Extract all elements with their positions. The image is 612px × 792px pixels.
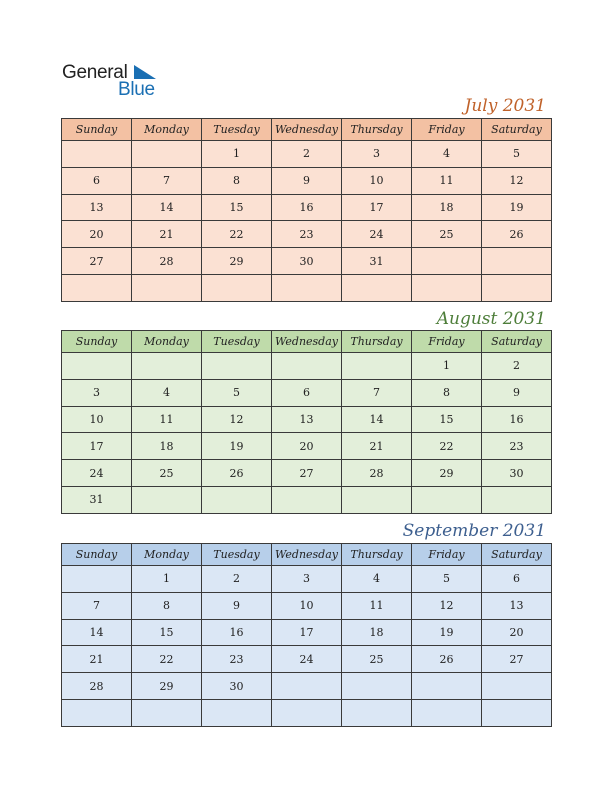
day-cell: 7 <box>62 592 132 619</box>
weekday-header-row <box>62 544 552 566</box>
day-cell: 1 <box>412 353 482 380</box>
day-cell <box>482 673 552 700</box>
day-cell: 7 <box>342 379 412 406</box>
day-cell: 29 <box>412 460 482 487</box>
day-cell <box>132 486 202 513</box>
weekday-header: Tuesday <box>202 331 272 353</box>
day-cell <box>412 673 482 700</box>
day-cell <box>412 486 482 513</box>
day-cell: 16 <box>202 619 272 646</box>
week-row <box>62 194 552 221</box>
day-cell: 3 <box>342 141 412 168</box>
day-cell: 11 <box>342 592 412 619</box>
day-cell <box>272 673 342 700</box>
month-title-september: September 2031 <box>402 521 546 541</box>
day-cell: 19 <box>412 619 482 646</box>
logo-text-blue: Blue <box>118 79 155 100</box>
day-cell: 16 <box>272 194 342 221</box>
day-cell: 3 <box>272 566 342 593</box>
day-cell: 2 <box>202 566 272 593</box>
day-cell <box>482 699 552 726</box>
day-cell: 27 <box>272 460 342 487</box>
day-cell: 20 <box>272 433 342 460</box>
day-cell: 11 <box>132 406 202 433</box>
day-cell <box>62 141 132 168</box>
weekday-header: Monday <box>132 119 202 141</box>
day-cell: 13 <box>482 592 552 619</box>
day-cell: 23 <box>202 646 272 673</box>
day-cell: 26 <box>202 460 272 487</box>
day-cell: 10 <box>342 167 412 194</box>
day-cell <box>202 486 272 513</box>
weekday-header: Tuesday <box>202 544 272 566</box>
day-cell <box>412 248 482 275</box>
day-cell: 1 <box>202 141 272 168</box>
day-cell: 26 <box>412 646 482 673</box>
day-cell: 1 <box>132 566 202 593</box>
day-cell: 16 <box>482 406 552 433</box>
week-row <box>62 248 552 275</box>
day-cell: 20 <box>62 221 132 248</box>
week-row <box>62 274 552 301</box>
day-cell: 12 <box>202 406 272 433</box>
day-cell: 25 <box>342 646 412 673</box>
day-cell: 20 <box>482 619 552 646</box>
weekday-header: Saturday <box>482 544 552 566</box>
weekday-header: Monday <box>132 331 202 353</box>
day-cell: 23 <box>482 433 552 460</box>
day-cell: 15 <box>132 619 202 646</box>
day-cell: 23 <box>272 221 342 248</box>
day-cell: 6 <box>272 379 342 406</box>
day-cell: 27 <box>482 646 552 673</box>
day-cell <box>62 353 132 380</box>
day-cell <box>482 248 552 275</box>
day-cell: 18 <box>132 433 202 460</box>
day-cell <box>132 353 202 380</box>
day-cell: 12 <box>412 592 482 619</box>
day-cell: 11 <box>412 167 482 194</box>
day-cell: 31 <box>62 486 132 513</box>
weekday-header: Thursday <box>342 544 412 566</box>
day-cell: 15 <box>202 194 272 221</box>
day-cell: 17 <box>342 194 412 221</box>
day-cell: 31 <box>342 248 412 275</box>
day-cell <box>342 486 412 513</box>
day-cell: 30 <box>272 248 342 275</box>
day-cell: 2 <box>272 141 342 168</box>
day-cell: 3 <box>62 379 132 406</box>
calendar-july <box>61 118 552 302</box>
day-cell <box>132 274 202 301</box>
weekday-header: Wednesday <box>272 119 342 141</box>
month-title-august: August 2031 <box>436 309 546 329</box>
logo-triangle-icon <box>134 65 156 79</box>
week-row <box>62 353 552 380</box>
weekday-header: Saturday <box>482 119 552 141</box>
day-cell: 21 <box>132 221 202 248</box>
week-row <box>62 619 552 646</box>
week-row <box>62 221 552 248</box>
calendar-september <box>61 543 552 727</box>
weekday-header-row <box>62 119 552 141</box>
calendar-august <box>61 330 552 514</box>
day-cell <box>132 699 202 726</box>
weekday-header: Wednesday <box>272 331 342 353</box>
day-cell: 6 <box>482 566 552 593</box>
week-row <box>62 379 552 406</box>
day-cell: 22 <box>202 221 272 248</box>
day-cell: 26 <box>482 221 552 248</box>
day-cell: 21 <box>342 433 412 460</box>
day-cell: 10 <box>272 592 342 619</box>
day-cell <box>132 141 202 168</box>
day-cell <box>412 699 482 726</box>
day-cell <box>62 274 132 301</box>
day-cell: 9 <box>272 167 342 194</box>
day-cell: 14 <box>132 194 202 221</box>
weekday-header: Monday <box>132 544 202 566</box>
week-row <box>62 673 552 700</box>
week-row <box>62 646 552 673</box>
day-cell <box>62 566 132 593</box>
day-cell: 18 <box>412 194 482 221</box>
day-cell: 30 <box>202 673 272 700</box>
day-cell <box>412 274 482 301</box>
logo-text-general: General <box>62 62 128 83</box>
month-title-july: July 2031 <box>464 96 546 116</box>
day-cell: 5 <box>412 566 482 593</box>
day-cell: 28 <box>132 248 202 275</box>
week-row <box>62 566 552 593</box>
week-row <box>62 592 552 619</box>
weekday-header: Saturday <box>482 331 552 353</box>
day-cell <box>342 699 412 726</box>
day-cell: 14 <box>342 406 412 433</box>
day-cell <box>272 274 342 301</box>
day-cell: 12 <box>482 167 552 194</box>
weekday-header: Thursday <box>342 331 412 353</box>
week-row <box>62 699 552 726</box>
weekday-header-row <box>62 331 552 353</box>
day-cell: 15 <box>412 406 482 433</box>
day-cell: 5 <box>482 141 552 168</box>
weekday-header: Wednesday <box>272 544 342 566</box>
day-cell <box>342 274 412 301</box>
day-cell: 8 <box>132 592 202 619</box>
day-cell <box>272 699 342 726</box>
day-cell: 7 <box>132 167 202 194</box>
day-cell <box>202 274 272 301</box>
week-row <box>62 141 552 168</box>
day-cell: 29 <box>132 673 202 700</box>
day-cell: 9 <box>482 379 552 406</box>
day-cell: 22 <box>412 433 482 460</box>
week-row <box>62 167 552 194</box>
day-cell: 24 <box>272 646 342 673</box>
week-row <box>62 406 552 433</box>
day-cell: 14 <box>62 619 132 646</box>
day-cell: 13 <box>62 194 132 221</box>
day-cell <box>202 353 272 380</box>
day-cell: 5 <box>202 379 272 406</box>
day-cell: 8 <box>202 167 272 194</box>
day-cell: 22 <box>132 646 202 673</box>
day-cell: 25 <box>412 221 482 248</box>
day-cell: 8 <box>412 379 482 406</box>
day-cell: 13 <box>272 406 342 433</box>
day-cell <box>202 699 272 726</box>
week-row <box>62 460 552 487</box>
day-cell: 30 <box>482 460 552 487</box>
day-cell: 17 <box>62 433 132 460</box>
day-cell: 17 <box>272 619 342 646</box>
day-cell <box>342 353 412 380</box>
day-cell <box>342 673 412 700</box>
weekday-header: Tuesday <box>202 119 272 141</box>
day-cell: 18 <box>342 619 412 646</box>
day-cell <box>272 486 342 513</box>
weekday-header: Sunday <box>62 544 132 566</box>
weekday-header: Sunday <box>62 119 132 141</box>
week-row <box>62 433 552 460</box>
day-cell: 4 <box>342 566 412 593</box>
day-cell: 10 <box>62 406 132 433</box>
day-cell <box>272 353 342 380</box>
weekday-header: Sunday <box>62 331 132 353</box>
day-cell: 19 <box>202 433 272 460</box>
day-cell: 24 <box>342 221 412 248</box>
day-cell: 28 <box>62 673 132 700</box>
day-cell: 4 <box>132 379 202 406</box>
day-cell: 9 <box>202 592 272 619</box>
day-cell: 29 <box>202 248 272 275</box>
day-cell: 28 <box>342 460 412 487</box>
day-cell: 24 <box>62 460 132 487</box>
day-cell <box>482 274 552 301</box>
day-cell: 2 <box>482 353 552 380</box>
weekday-header: Friday <box>412 119 482 141</box>
day-cell <box>62 699 132 726</box>
day-cell: 21 <box>62 646 132 673</box>
weekday-header: Thursday <box>342 119 412 141</box>
weekday-header: Friday <box>412 544 482 566</box>
day-cell: 4 <box>412 141 482 168</box>
day-cell: 6 <box>62 167 132 194</box>
day-cell <box>482 486 552 513</box>
logo <box>62 62 172 102</box>
day-cell: 27 <box>62 248 132 275</box>
weekday-header: Friday <box>412 331 482 353</box>
day-cell: 25 <box>132 460 202 487</box>
week-row <box>62 486 552 513</box>
day-cell: 19 <box>482 194 552 221</box>
